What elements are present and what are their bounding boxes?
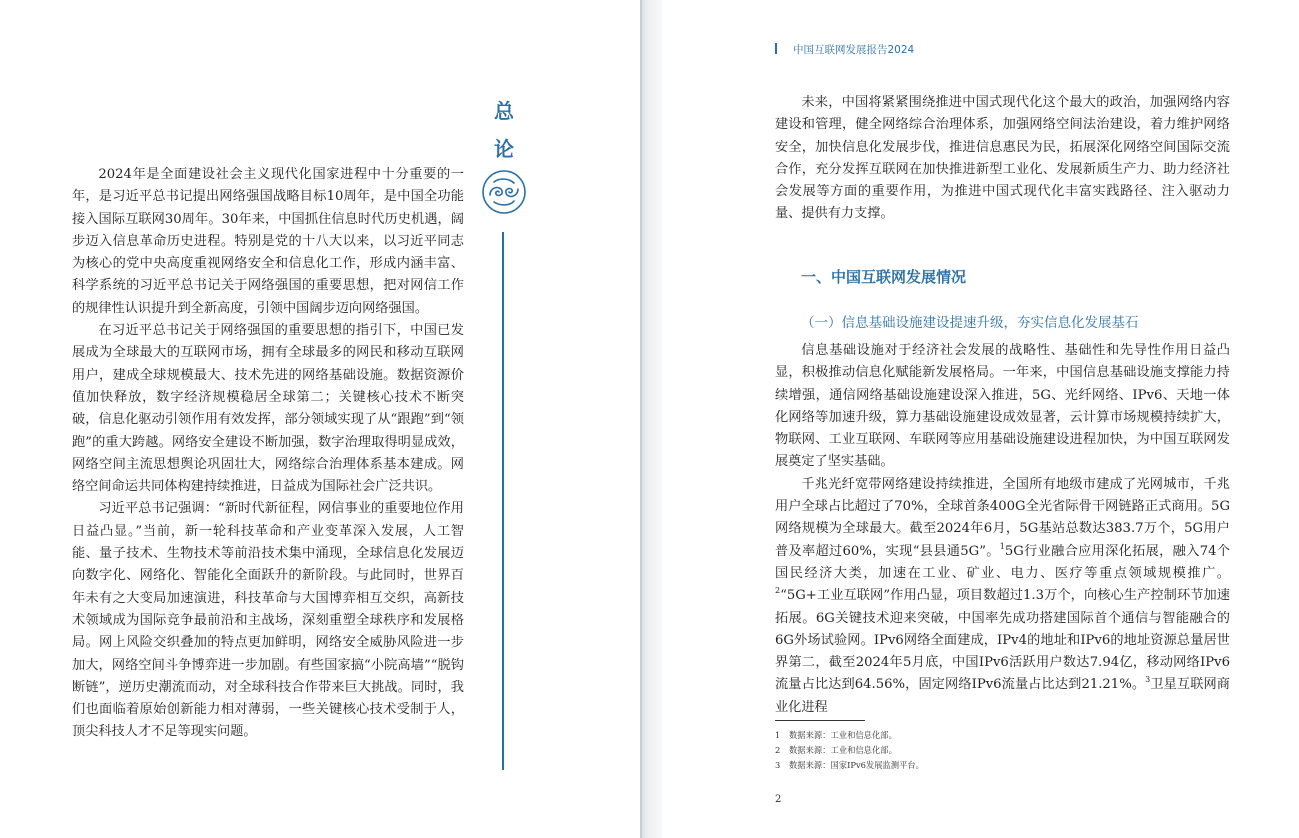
running-header [775, 42, 914, 57]
chapter-title-char: 总 [494, 99, 514, 123]
footnote-number: 2 [775, 745, 781, 755]
header-bar [775, 43, 777, 54]
footnote [775, 743, 1230, 758]
body-paragraph [775, 474, 1230, 719]
footnote [775, 758, 1230, 773]
chapter-title-char: 论 [494, 137, 514, 161]
footnote-number: 3 [775, 760, 781, 770]
left-page [0, 0, 640, 838]
left-body-text [72, 164, 464, 744]
footnote-text: 数据来源：工业和信息化部。 [789, 730, 897, 740]
footnote-text: 数据来源：国家IPv6发展监测平台。 [789, 760, 924, 770]
page-number: 2 [775, 794, 782, 805]
footnote-ref[interactable]: 2 [775, 586, 781, 596]
footnotes [775, 728, 1230, 773]
chapter-title [488, 92, 520, 168]
body-paragraph: 在习近平总书记关于网络强国的重要思想的指引下，中国已发展成为全球最大的互联网市场，拥有全球最多的网民和移动互联网用户，建成全球规模最大、技术先进的网络基础设施。数据资源价值加快释放，数字经济规模稳居全球第二；关键核心技术不断突破，信息化驱动引领作用有效发挥，部分领域实现了从“跟跑”到“领跑”的重大跨越。网络安全建设不断加强，数字治理取得明显成效，网络空间主流思想舆论巩固壮大，网络综合治理体系基本建成。网络空间命运共同体构建持续推进，日益成为国际社会广泛共识。 [72, 323, 464, 495]
body-paragraph: 习近平总书记强调：“新时代新征程，网信事业的重要地位作用日益凸显。”当前，新一轮科技革命和产业变革深入发展，人工智能、量子技术、生物技术等前沿技术集中涌现，全球信息化发展迈向数字化、网络化、智能化全面跃升的新阶段。与此同时，世界百年未有之大变局加速演进，科技革命与大国博弈相互交织，高新技术领域成为国际竞争最前沿和主战场，深刻重塑全球秩序和发展格局。网上风险交织叠加的特点更加鲜明，网络安全威胁风险进一步加大，网络空间斗争博弈进一步加剧。有些国家搞“小院高墙”“脱钩断链”，逆历史潮流而动，对全球科技合作带来巨大挑战。同时，我们也面临着原始创新能力相对薄弱，一些关键核心技术受制于人，顶尖科技人才不足等现实问题。 [72, 501, 464, 740]
footnote-number: 1 [775, 730, 781, 740]
right-intro-text [775, 92, 1230, 226]
subsection-heading: （一）信息基础设施建设提速升级，夯实信息化发展基石 [801, 315, 1139, 331]
body-paragraph: 未来，中国将紧紧围绕推进中国式现代化这个最大的政治，加强网络内容建设和管理，健全网络综合治理体系，加强网络空间法治建设，着力维护网络安全，加快信息化发展步伐，推进信息惠民为民，拓展深化网络空间国际交流合作，充分发挥互联网在加快推进新型工业化、发展新质生产力、助力经济社会发展等方面的重要作用，为推进中国式现代化丰富实践路径、注入驱动力量、提供有力支撑。 [775, 95, 1230, 222]
decorative-vertical-rule [502, 232, 504, 770]
text-run: 5G行业融合应用深化拓展，融入74个国民经济大类，加速在工业、矿业、电力、医疗等重点领域规模推广。 [775, 543, 1230, 581]
footnote-text: 数据来源：工业和信息化部。 [789, 745, 897, 755]
running-header-text: 中国互联网发展报告2024 [793, 44, 915, 56]
book-gutter [640, 0, 662, 838]
auspicious-cloud-icon [480, 168, 528, 216]
footnote-ref[interactable]: 3 [1145, 675, 1151, 685]
footnote [775, 728, 1230, 743]
body-paragraph: 2024年是全面建设社会主义现代化国家进程中十分重要的一年，是习近平总书记提出网络强国战略目标10周年，是中国全功能接入国际互联网30周年。30年来，中国抓住信息时代历史机遇，阔步迈入信息革命历史进程。特别是党的十八大以来，以习近平同志为核心的党中央高度重视网络安全和信息化工作，形成内涵丰富、科学系统的习近平总书记关于网络强国的重要思想，把对网信工作的规律性认识提升到全新高度，引领中国阔步迈向网络强国。 [72, 167, 464, 316]
text-run: 千兆光纤宽带网络建设持续推进，全国所有地级市建成了光网城市，千兆用户全球占比超过了70%，全球首条400G全光省际骨干网链路正式商用。5G网络规模为全球最大。截至2024年6月，5G基站总数达383.7万个，5G用户普及率超过60%，实现“县县通5G”。 [775, 476, 1230, 559]
right-section-text [775, 340, 1230, 719]
section-heading: 一、中国互联网发展情况 [801, 268, 967, 286]
text-run: “5G+工业互联网”作用凸显，项目数超过1.3万个，向核心生产控制环节加速拓展。6G关键技术迎来突破，中国率先成功搭建国际首个通信与智能融合的6G外场试验网。IPv6网络全面建成，IPv4的地址和IPv6的地址资源总量居世界第二，截至2024年5月底，中国IPv6活跃用户数达7.94亿，移动网络IPv6流量占比达到64.56%，固定网络IPv6流量占比达到21.21%。 [775, 588, 1230, 693]
footnote-separator [775, 720, 865, 721]
footnote-ref[interactable]: 1 [999, 541, 1005, 551]
text-run: 卫星互联网商业化进程 [775, 677, 1230, 715]
body-paragraph: 信息基础设施对于经济社会发展的战略性、基础性和先导性作用日益凸显，积极推动信息化赋能新发展格局。一年来，中国信息基础设施支撑能力持续增强，通信网络基础设施建设深入推进，5G、光纤网络、IPv6、天地一体化网络等加速升级，算力基础设施建设成效显著，云计算市场规模持续扩大，物联网、工业互联网、车联网等应用基础设施建设进程加快，为中国互联网发展奠定了坚实基础。 [775, 343, 1230, 470]
